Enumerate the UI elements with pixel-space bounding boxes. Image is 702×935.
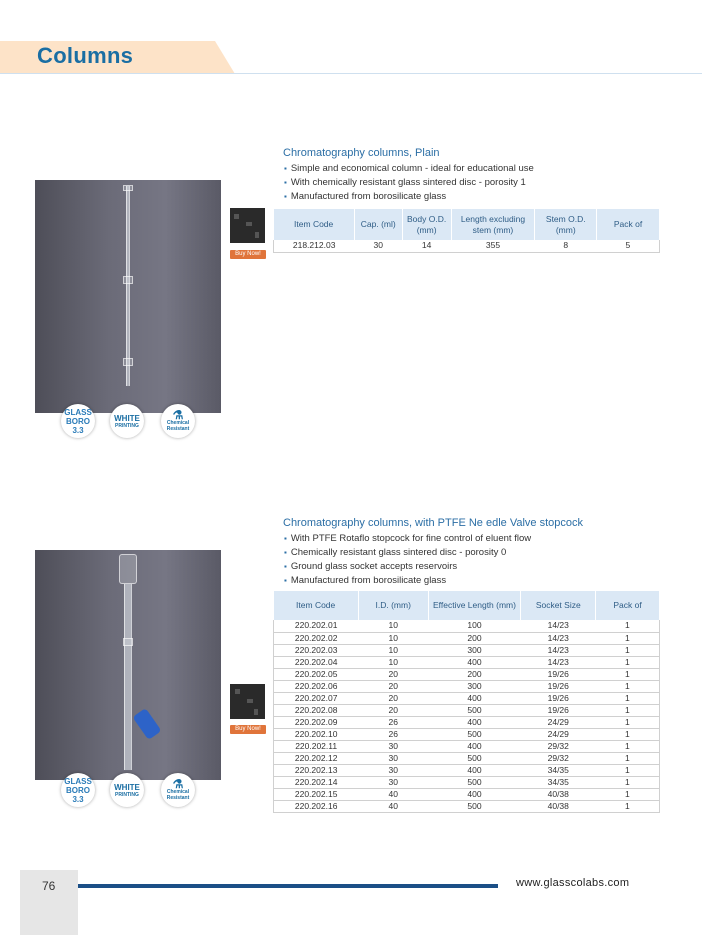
footer-website: www.glasscolabs.com <box>516 877 630 889</box>
table-cell: 30 <box>358 752 428 764</box>
column-header: Stem O.D. (mm) <box>535 209 597 240</box>
column-top <box>123 185 133 191</box>
table-cell: 34/35 <box>521 764 596 776</box>
table-cell: 20 <box>358 692 428 704</box>
feature-item: ▪ Manufactured from borosilicate glass <box>284 574 531 588</box>
table-row <box>274 656 660 668</box>
column-header: Item Code <box>274 591 359 620</box>
column-joint-lower <box>123 358 133 366</box>
table-cell: 30 <box>354 240 402 252</box>
table-cell: 14/23 <box>521 656 596 668</box>
column-joint <box>123 638 133 646</box>
badge-text: PRINTING <box>115 422 139 429</box>
table-cell: 40 <box>358 800 428 812</box>
feature-item: ▪ Simple and economical column - ideal for educational use <box>284 162 534 176</box>
column-header: Length excluding stem (mm) <box>451 209 535 240</box>
table-cell: 19/26 <box>521 668 596 680</box>
table-cell: 34/35 <box>521 776 596 788</box>
section-title-plain: Chromatography columns, Plain <box>283 147 440 159</box>
table-cell: 500 <box>428 752 521 764</box>
table-cell: 1 <box>596 644 660 656</box>
feature-item: ▪ Ground glass socket accepts reservoirs <box>284 560 531 574</box>
badge-text: PRINTING <box>115 791 139 798</box>
table-row <box>274 704 660 716</box>
table-cell: 400 <box>428 692 521 704</box>
table-cell: 400 <box>428 656 521 668</box>
table-row <box>274 776 660 788</box>
column-header: Cap. (ml) <box>354 209 402 240</box>
table-cell: 400 <box>428 740 521 752</box>
table-cell: 10 <box>358 656 428 668</box>
badge-text: Resistant <box>166 794 190 801</box>
table-row <box>274 788 660 800</box>
buy-now-button[interactable]: Buy Now! <box>230 250 266 259</box>
table-cell: 14/23 <box>521 620 596 632</box>
white-printing-badge <box>110 773 144 807</box>
table-cell: 220.202.02 <box>274 632 359 644</box>
table-cell: 1 <box>596 788 660 800</box>
flask-icon: ⚗ <box>172 776 184 791</box>
product-thumbnail[interactable] <box>230 684 265 719</box>
badge-text: WHITE <box>114 782 140 792</box>
table-cell: 200 <box>428 668 521 680</box>
table-cell: 1 <box>596 620 660 632</box>
table-cell: 500 <box>428 728 521 740</box>
white-printing-badge <box>110 404 144 438</box>
table-row <box>274 728 660 740</box>
table-cell: 218.212.03 <box>274 240 355 252</box>
table-cell: 8 <box>535 240 597 252</box>
chemical-resistant-badge <box>161 773 195 807</box>
table-cell: 500 <box>428 704 521 716</box>
badge-text: Resistant <box>166 425 190 432</box>
column-socket <box>119 554 137 584</box>
product-thumbnail[interactable] <box>230 208 265 243</box>
table-cell: 1 <box>596 668 660 680</box>
page-number: 76 <box>42 879 56 893</box>
table-header-row <box>274 591 660 620</box>
column-header: Item Code <box>274 209 355 240</box>
table-cell: 1 <box>596 752 660 764</box>
feature-item: ▪ With chemically resistant glass sintered disc - porosity 1 <box>284 176 534 190</box>
table-cell: 220.202.06 <box>274 680 359 692</box>
glass-boro-badge <box>61 773 95 807</box>
table-cell: 100 <box>428 620 521 632</box>
table-cell: 220.202.12 <box>274 752 359 764</box>
table-cell: 10 <box>358 644 428 656</box>
table-cell: 300 <box>428 644 521 656</box>
table-cell: 220.202.14 <box>274 776 359 788</box>
flask-icon: ⚗ <box>172 407 184 422</box>
badge-text: 3.3 <box>72 794 84 804</box>
table-cell: 220.202.13 <box>274 764 359 776</box>
table-cell: 300 <box>428 680 521 692</box>
table-row <box>274 764 660 776</box>
table-row <box>274 740 660 752</box>
table-row <box>274 692 660 704</box>
table-cell: 400 <box>428 788 521 800</box>
buy-now-button[interactable]: Buy Now! <box>230 725 266 734</box>
badge-text: GLASS <box>64 407 92 417</box>
header-divider <box>0 73 702 74</box>
table-cell: 19/26 <box>521 680 596 692</box>
table-cell: 10 <box>358 632 428 644</box>
table-cell: 220.202.16 <box>274 800 359 812</box>
table-cell: 220.202.15 <box>274 788 359 800</box>
section-title-stopcock: Chromatography columns, with PTFE Ne edle Valve stopcock <box>283 517 583 529</box>
table-cell: 400 <box>428 716 521 728</box>
table-cell: 1 <box>596 716 660 728</box>
footer-divider <box>78 884 498 888</box>
product-photo-stopcock-column <box>35 550 221 780</box>
feature-list-stopcock <box>284 532 531 588</box>
table-cell: 20 <box>358 704 428 716</box>
table-cell: 1 <box>596 776 660 788</box>
feature-item: ▪ With PTFE Rotaflo stopcock for fine control of eluent flow <box>284 532 531 546</box>
column-header: Effective Length (mm) <box>428 591 521 620</box>
table-row <box>274 800 660 812</box>
glass-boro-badge <box>61 404 95 438</box>
table-cell: 30 <box>358 776 428 788</box>
column-tube <box>124 584 132 770</box>
table-cell: 500 <box>428 800 521 812</box>
chemical-resistant-badge <box>161 404 195 438</box>
table-cell: 20 <box>358 668 428 680</box>
feature-list-plain <box>284 162 534 204</box>
product-table-plain <box>273 209 660 253</box>
column-header: Pack of <box>597 209 660 240</box>
table-cell: 355 <box>451 240 535 252</box>
table-cell: 1 <box>596 764 660 776</box>
table-cell: 40/38 <box>521 800 596 812</box>
table-cell: 1 <box>596 632 660 644</box>
table-cell: 19/26 <box>521 692 596 704</box>
table-cell: 1 <box>596 656 660 668</box>
table-cell: 220.202.08 <box>274 704 359 716</box>
table-row <box>274 752 660 764</box>
table-cell: 1 <box>596 692 660 704</box>
table-cell: 29/32 <box>521 740 596 752</box>
badge-text: Chemical <box>166 788 190 795</box>
table-cell: 30 <box>358 764 428 776</box>
table-cell: 1 <box>596 740 660 752</box>
table-cell: 500 <box>428 776 521 788</box>
table-row <box>274 620 660 632</box>
badge-text: BORO <box>66 416 90 426</box>
table-cell: 30 <box>358 740 428 752</box>
badge-text: GLASS <box>64 776 92 786</box>
table-cell: 26 <box>358 716 428 728</box>
table-cell: 220.202.11 <box>274 740 359 752</box>
table-cell: 220.202.07 <box>274 692 359 704</box>
table-cell: 1 <box>596 680 660 692</box>
product-table-stopcock <box>273 591 660 813</box>
table-cell: 200 <box>428 632 521 644</box>
table-cell: 10 <box>358 620 428 632</box>
table-cell: 220.202.09 <box>274 716 359 728</box>
table-cell: 220.202.01 <box>274 620 359 632</box>
column-header: Body O.D. (mm) <box>402 209 451 240</box>
table-row <box>274 240 660 252</box>
column-header: Pack of <box>596 591 660 620</box>
page-title: Columns <box>37 43 134 68</box>
table-cell: 1 <box>596 704 660 716</box>
feature-item: ▪ Chemically resistant glass sintered disc - porosity 0 <box>284 546 531 560</box>
column-tube <box>126 186 130 386</box>
table-cell: 220.202.03 <box>274 644 359 656</box>
table-cell: 5 <box>597 240 660 252</box>
badge-text: Chemical <box>166 419 190 426</box>
column-header: Socket Size <box>521 591 596 620</box>
table-cell: 400 <box>428 764 521 776</box>
badge-text: 3.3 <box>72 425 84 435</box>
badge-text: WHITE <box>114 413 140 423</box>
table-cell: 220.202.10 <box>274 728 359 740</box>
table-cell: 220.202.05 <box>274 668 359 680</box>
table-cell: 40/38 <box>521 788 596 800</box>
table-cell: 24/29 <box>521 716 596 728</box>
table-cell: 14/23 <box>521 632 596 644</box>
table-header-row <box>274 209 660 240</box>
feature-item: ▪ Manufactured from borosilicate glass <box>284 190 534 204</box>
table-cell: 19/26 <box>521 704 596 716</box>
table-cell: 40 <box>358 788 428 800</box>
table-row <box>274 716 660 728</box>
table-row <box>274 668 660 680</box>
table-cell: 24/29 <box>521 728 596 740</box>
column-joint <box>123 276 133 284</box>
table-row <box>274 680 660 692</box>
table-cell: 20 <box>358 680 428 692</box>
table-cell: 220.202.04 <box>274 656 359 668</box>
column-header: I.D. (mm) <box>358 591 428 620</box>
table-cell: 14 <box>402 240 451 252</box>
table-cell: 1 <box>596 800 660 812</box>
table-row <box>274 632 660 644</box>
stopcock-handle <box>132 708 161 740</box>
table-cell: 29/32 <box>521 752 596 764</box>
table-cell: 26 <box>358 728 428 740</box>
table-row <box>274 644 660 656</box>
product-photo-plain-column <box>35 180 221 413</box>
table-cell: 14/23 <box>521 644 596 656</box>
badge-text: BORO <box>66 785 90 795</box>
table-cell: 1 <box>596 728 660 740</box>
